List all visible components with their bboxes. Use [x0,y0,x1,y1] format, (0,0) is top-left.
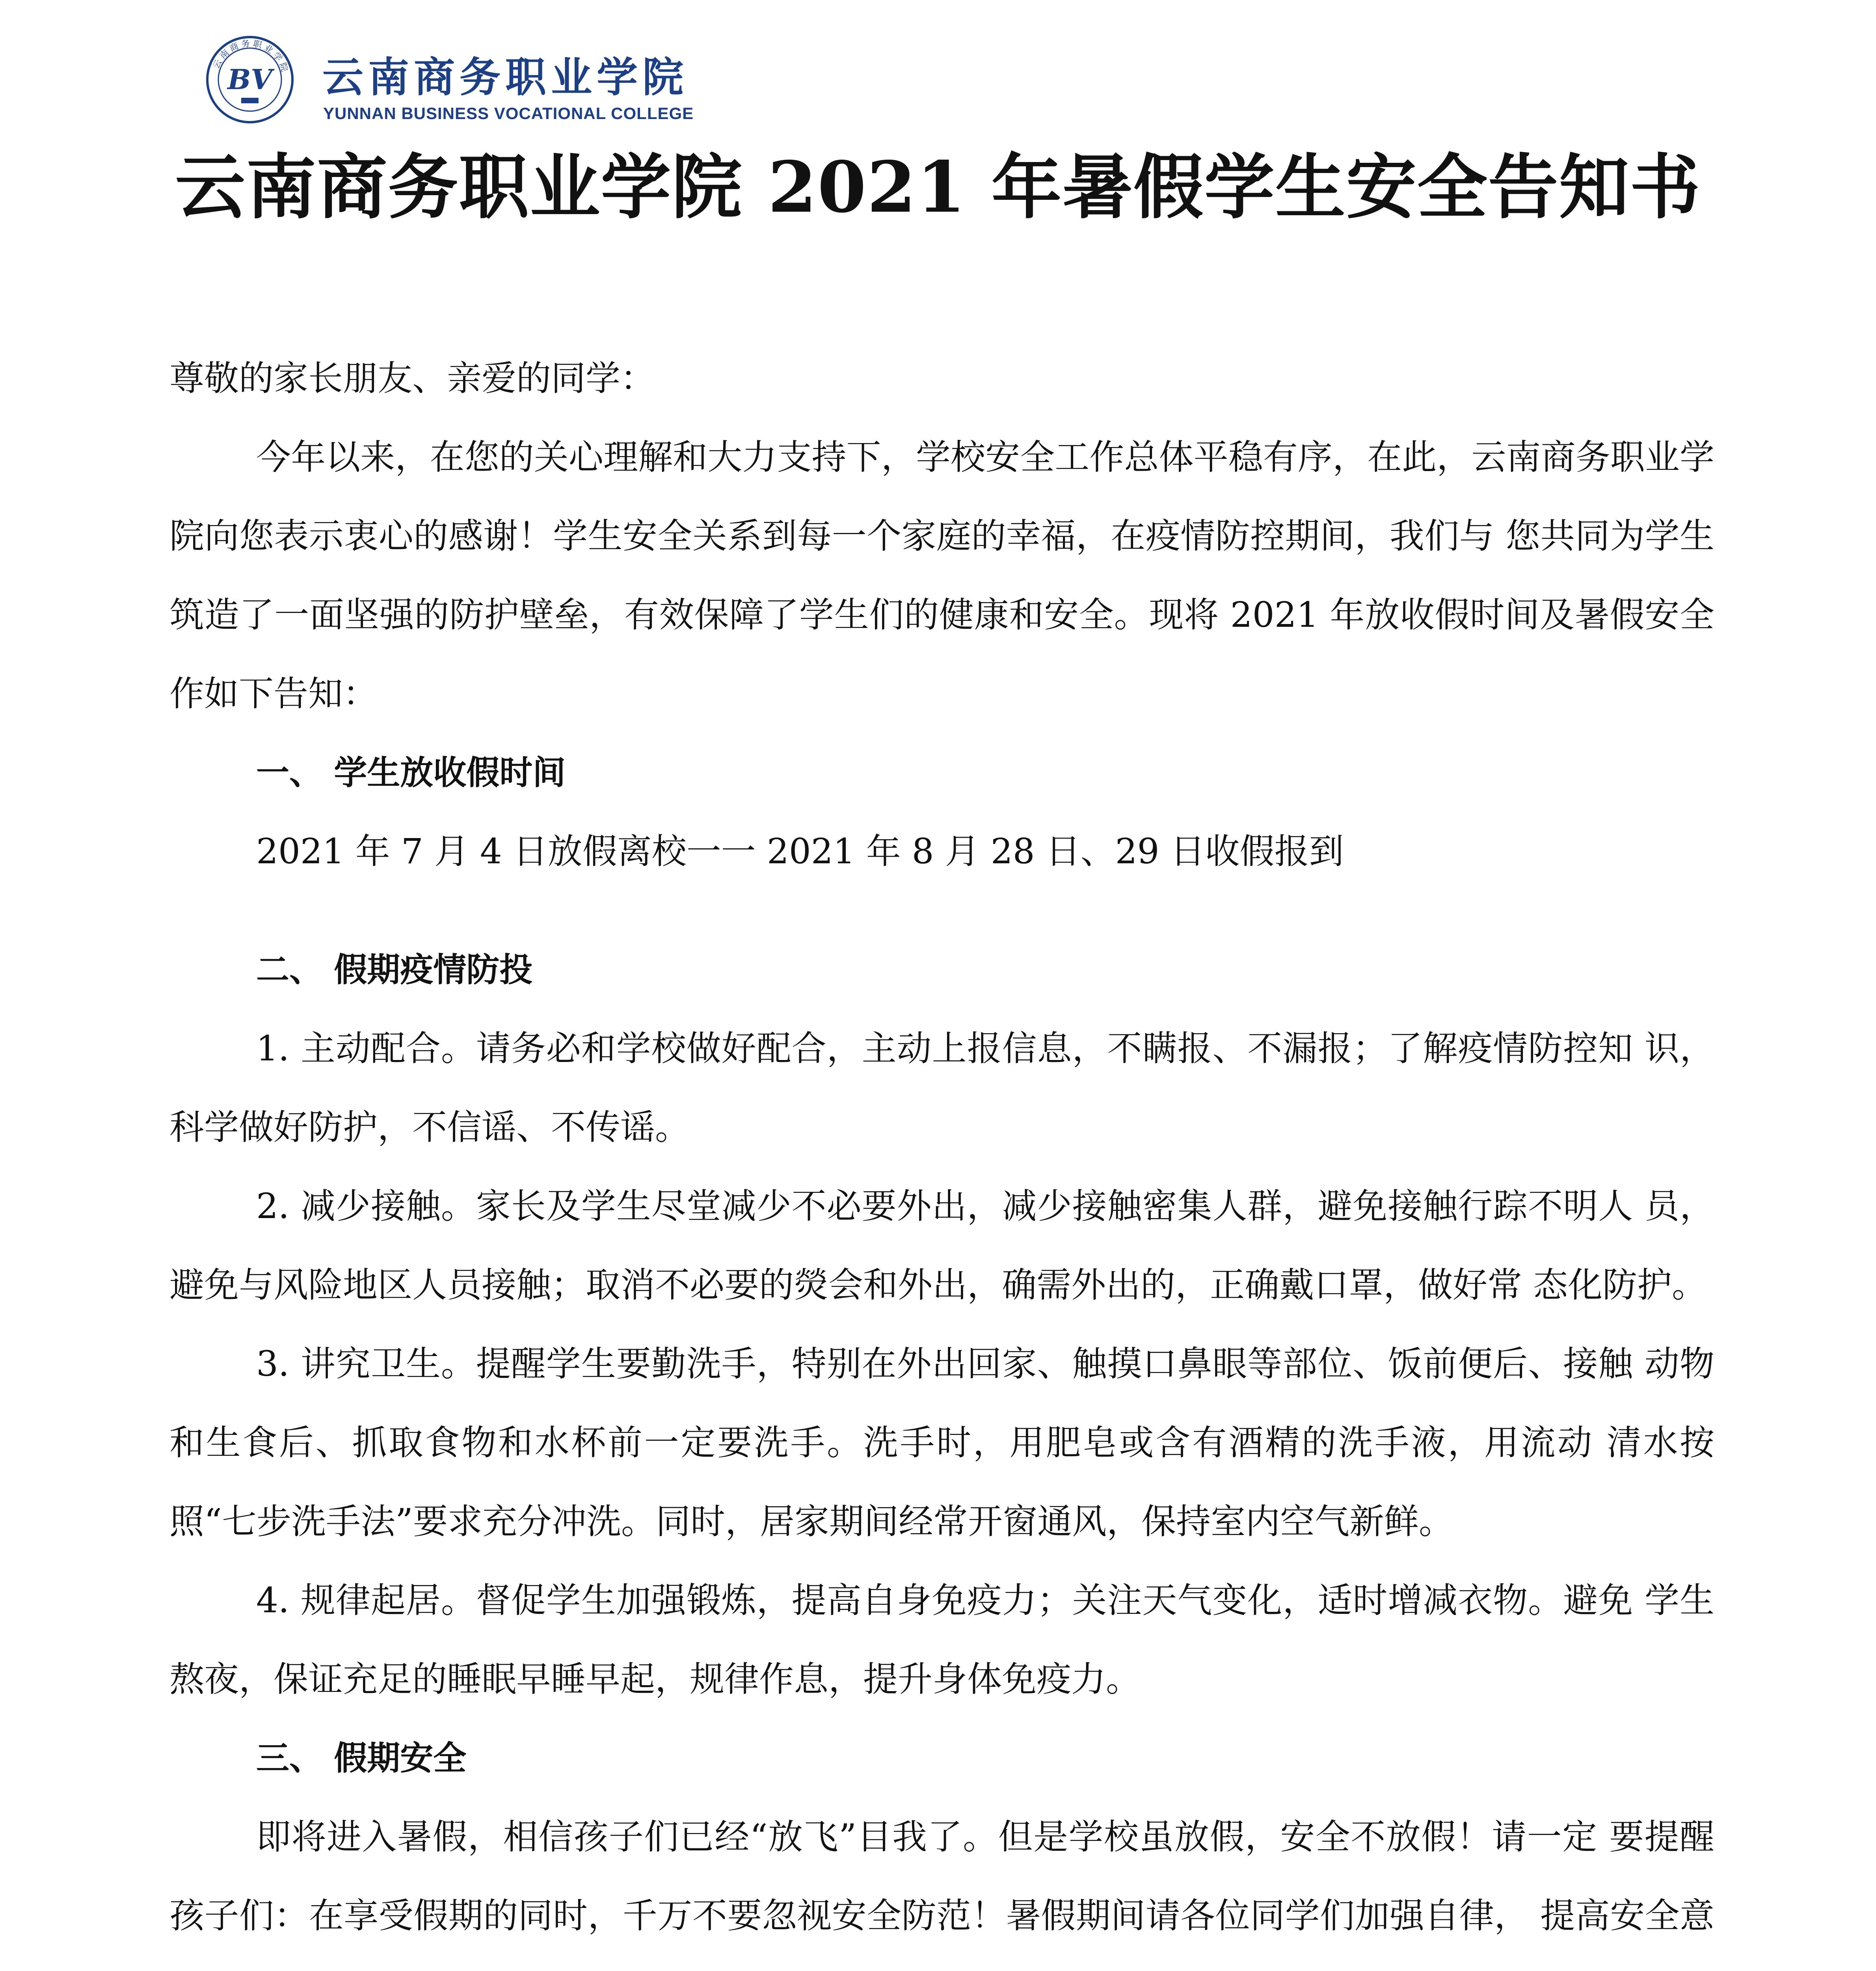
holiday-dates: 2021 年 7 月 4 日放假离校一一 2021 年 8 月 28 日、29 日收假报到 [256,831,1344,872]
section-heading-3: 三、 假期安全 [256,1739,467,1777]
letter-body [169,339,1714,1971]
section-heading-2: 二、 假期疫情防投 [256,950,533,989]
intro-paragraph: 今年以来，在您的关心理解和大力支持下，学校安全工作总体平稳有序，在此，云南商务职业学院向您表示衷心的感谢！学生安全关系到每一个家庭的幸福，在疫情防控期间，我们与 您共同为学生筑造了一面坚强的防护壁垒，有效保障了学生们的健康和安全。现将 2021 年放收假时间及暑假安全作如下告知： [169,437,1714,714]
epidemic-item-1: 1. 主动配合。请务必和学校做好配合，主动上报信息，不瞒报、不漏报；了解疫情防控知 识，科学做好防护，不信谣、不传谣。 [169,1028,1714,1148]
seal-initials: BV [227,63,272,96]
section-heading-1: 一、 学生放收假时间 [256,753,566,792]
holiday-safety-paragraph: 即将进入暑假，相信孩子们已经“放飞”目我了。但是学校虽放假，安全不放假！请一定 要提醒孩子们：在享受假期的同时，千万不要忽视安全防范！暑假期间请各位同学们加强自律， 提高安全意 [169,1816,1714,1936]
school-name-en: YUNNAN BUSINESS VOCATIONAL COLLEGE [323,104,694,123]
school-seal-logo [205,35,295,125]
epidemic-item-4: 4. 规律起居。督促学生加强锻炼，提高自身免疫力；关注天气变化，适时增减衣物。避免 学生熬夜，保证充足的睡眠早睡早起，规律作息，提升身体免疫力。 [169,1580,1714,1699]
document-title: 云南商务职业学院 2021 年暑假学生安全告知书 [175,146,1701,228]
greeting: 尊敬的家长朋友、亲爱的同学： [169,358,655,399]
seal-arc-text: 云南商务职业学院 [211,39,290,75]
letterhead [205,35,796,125]
epidemic-item-2: 2. 减少接触。家长及学生尽堂减少不必要外出，减少接触密集人群，避免接触行踪不明人 员，避免与风险地区人员接触；取消不必要的熒会和外出，确需外出的，正确戴口罩，做好常 态化防护。 [169,1186,1714,1305]
epidemic-item-3: 3. 讲究卫生。提醒学生要勤洗手，特别在外出回家、触摸口鼻眼等部位、饭前便后、接触 动物和生食后、抓取食物和水杯前一定要洗手。洗手时，用肥皂或含有酒精的洗手液，用流动 清水按照“七步洗手法”要求充分冲洗。同时，居家期间经常开窗通风，保持室内空气新鲜。 [169,1343,1714,1542]
school-name-cn: 云南商务职业学院 [322,53,689,101]
